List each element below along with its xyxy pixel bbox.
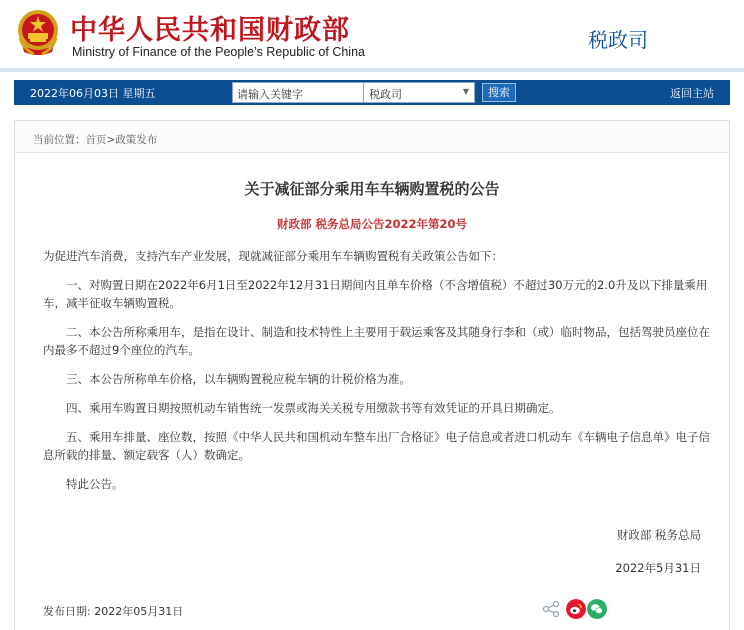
wechat-icon[interactable] [587, 599, 607, 619]
breadcrumb-label: 当前位置： [33, 134, 86, 146]
article-intro: 为促进汽车消费，支持汽车产业发展，现就减征部分乘用车车辆购置税有关政策公告如下： [43, 249, 503, 263]
chevron-down-icon: ▼ [462, 87, 469, 96]
home-link[interactable]: 返回主站 [670, 87, 714, 100]
article-item: 三、本公告所称单车价格，以车辆购置税应税车辆的计税价格为准。 [66, 372, 411, 386]
breadcrumb-separator: > [106, 134, 116, 146]
national-emblem-icon [16, 8, 60, 58]
department-select-value: 税政司 [369, 88, 402, 101]
department-name: 税政司 [588, 28, 648, 52]
article-title: 关于减征部分乘用车车辆购置税的公告 [244, 180, 500, 198]
site-title-en: Ministry of Finance of the People’s Republic of China [72, 45, 365, 59]
article-item: 二、本公告所称乘用车，是指在设计、制造和技术特性上主要用于载运乘客及其随身行李和（或）临时物品，包括驾驶员座位在内最多不超过9个座位的汽车。 [43, 325, 710, 357]
content-panel [14, 120, 730, 630]
site-title-cn: 中华人民共和国财政部 [70, 15, 350, 46]
article-sign-date: 2022年5月31日 [615, 561, 701, 575]
article-closing: 特此公告。 [66, 477, 124, 491]
share-icon[interactable] [541, 599, 561, 619]
article-signature: 财政部 税务总局 [616, 528, 701, 542]
breadcrumb-home[interactable]: 首页 [85, 134, 107, 146]
current-date: 2022年06月03日 星期五 [30, 87, 156, 100]
breadcrumb-section[interactable]: 政策发布 [115, 134, 158, 146]
breadcrumb [15, 121, 729, 153]
article-item: 一、对购置日期在2022年6月1日至2022年12月31日期间内且单车价格（不含增值税）不超过30万元的2.0升及以下排量乘用车，减半征收车辆购置税。 [43, 278, 708, 310]
article-body [43, 247, 711, 504]
search-input[interactable]: 请输入关键字 [232, 82, 372, 103]
article-document-number: 财政部 税务总局公告2022年第20号 [276, 217, 467, 231]
nav-bar [14, 80, 730, 105]
publish-date: 发布日期: 2022年05月31日 [43, 605, 184, 618]
article-item: 四、乘用车购置日期按照机动车销售统一发票或海关关税专用缴款书等有效凭证的开具日期确定。 [66, 401, 561, 415]
article-item: 五、乘用车排量、座位数，按照《中华人民共和国机动车整车出厂合格证》电子信息或者进口机动车《车辆电子信息单》电子信息所载的排量、额定载客（人）数确定。 [43, 430, 710, 462]
department-select[interactable] [363, 82, 475, 103]
weibo-icon[interactable] [566, 599, 586, 619]
search-button[interactable]: 搜索 [482, 83, 516, 102]
site-header [0, 0, 744, 72]
